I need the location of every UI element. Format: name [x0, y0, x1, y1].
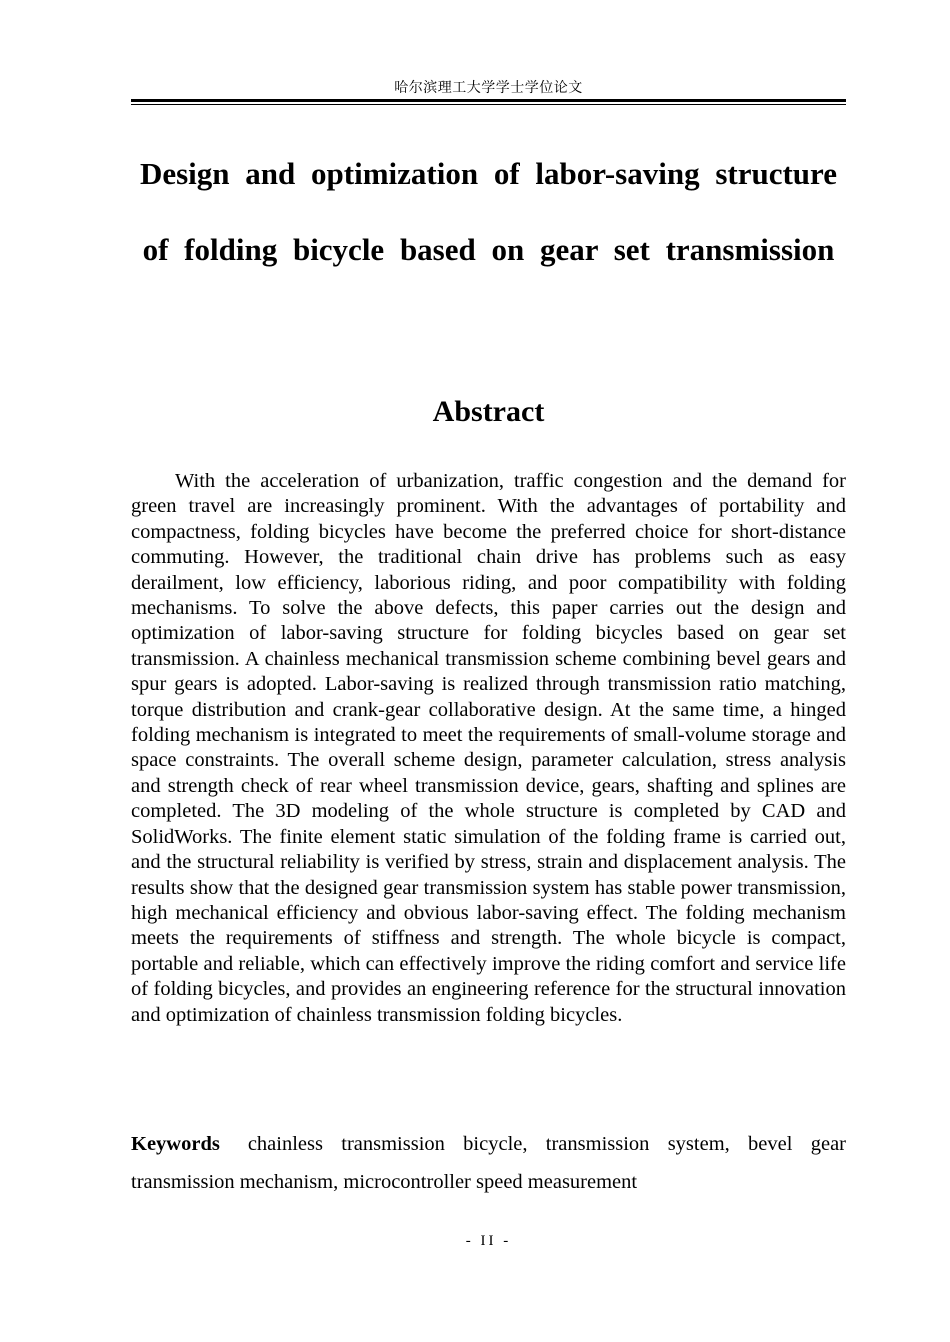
keywords-paragraph [131, 1125, 846, 1201]
keywords-list: chainless transmission bicycle, transmission system, bevel gear transmission mechanism, microcontroller speed measurement [131, 1133, 846, 1193]
keywords-label: Keywords [131, 1133, 220, 1155]
header-double-rule [131, 99, 846, 106]
page-number: - II - [465, 1233, 512, 1249]
abstract-heading: Abstract [432, 395, 545, 428]
thesis-title: Design and optimization of labor-saving structure of folding bicycle based on gear set transmission [139, 156, 838, 267]
running-header: 哈尔滨理工大学学士学位论文 [394, 80, 583, 96]
abstract-body: With the acceleration of urbanization, traffic congestion and the demand for green travel are increasingly prominent. With the advantages of portability and compactness, folding bicycles have become the preferred choice for short-distance commuting. However, the traditional chain drive has problems such as easy derailment, low efficiency, laborious riding, and poor compatibility with folding mechanisms. To solve the above defects, this paper carries out the design and optimization of labor-saving structure for folding bicycles based on gear set transmission. A chainless mechanical transmission scheme combining bevel gears and spur gears is adopted. Labor-saving is realized through transmission ratio matching, torque distribution and crank-gear collaborative design. At the same time, a hinged folding mechanism is integrated to meet the requirements of small-volume storage and space constraints. The overall scheme design, parameter calculation, stress analysis and strength check of rear wheel transmission device, gears, shafting and splines are completed. The 3D modeling of the whole structure is completed by CAD and SolidWorks. The finite element static simulation of the folding frame is carried out, and the structural reliability is verified by stress, strain and displacement analysis. The results show that the designed gear transmission system has stable power transmission, high mechanical efficiency and obvious labor-saving effect. The folding mechanism meets the requirements of stiffness and strength. The whole bicycle is compact, portable and reliable, which can effectively improve the riding comfort and service life of folding bicycles, and provides an engineering reference for the structural innovation and optimization of chainless transmission folding bicycles. [131, 470, 846, 1026]
header-rule-thin [131, 104, 846, 105]
header-rule-thick [131, 99, 846, 102]
